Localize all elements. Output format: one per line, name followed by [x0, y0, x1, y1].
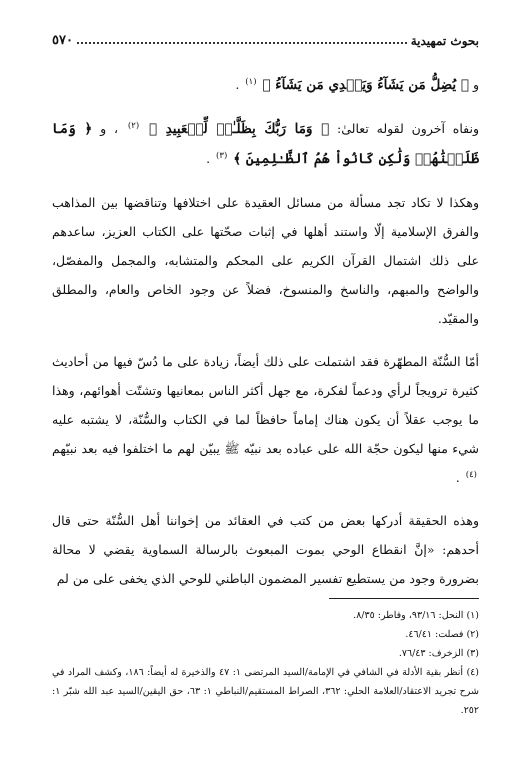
footnote-ref-4[interactable]: (٤) — [465, 469, 477, 480]
paragraph-2-connector: ، و — [92, 121, 119, 136]
paragraph-4-text: أمّا السُّنّة المطهّرة فقد اشتملت على ذلك أيضاً، زيادة على ما دُسّ فيها من أحاديث كثيرة ترويجاً لرأي ودعماً لفكرة، مع جهل أكثر الناس بمعانيها وتشتّت أهوائهم، وهذا ما يوجب عقلاً أن يكون هناك إماماً حافظاً لما في الكتاب والسُّنّة، لا يشتبه عليه شيء منها ليكون حجّة الله على عباده بعد نبيّه ﷺ يبيّن لهم ما اختلفوا فيه بعد نبيّهم — [52, 354, 479, 456]
quran-verse-3: ﴿ وَمَا ظَلَمۡنَٰهُمۡ وَلَٰكِن كَانُواْ هُمُ ٱلظَّـٰلِمِينَ ﴾ — [52, 121, 479, 167]
page-number: ٥٧٠ — [52, 33, 73, 48]
header-leader-dots — [77, 42, 407, 44]
paragraph-3: وهكذا لا تكاد تجد مسألة من مسائل العقيدة على اختلافها وتناقضها بين المذاهب والفرق الإسلامية إلّا واستند أهلها في إثبات صحّتها على الكتاب العزيز، ساعدهم على ذلك اشتمال القرآن الكريم على المحكم والمتشابه، والمجمل والمفصّل، والواضح والمبهم، والناسخ والمنسوخ، فضلاً عن وجود الخاص والعام، والمطلق والمقيّد. — [52, 195, 479, 326]
paragraph-2-end: . — [206, 151, 211, 166]
paragraph-2 — [52, 114, 479, 174]
footnote-4: (٤) أنظر بقية الأدلة في الشافي في الإمامة/السيد المرتضى ١: ٤٧ والذخيرة له أيضاً: ١٨٦، وكشف المراد في شرح تجريد الاعتقاد/العلامة الحلي: ٣٦٢، الصراط المستقيم/النباطي ١: ٦٣، حق اليقين/السيد عبد الله شبّر ١: ٢٥٢. — [52, 667, 479, 716]
paragraph-1 — [52, 70, 479, 100]
quran-verse-1: ﴿ يُضِلُّ مَن يَشَآءُ وَيَهۡدِي مَن يَشَآءُ ﴾ — [262, 77, 469, 93]
header-title: بحوث تمهيدية — [410, 34, 479, 48]
footnote-3: (٣) الزخرف: ٧٦/٤٣. — [398, 648, 479, 659]
paragraph-4-end: . — [455, 470, 460, 485]
footnote-ref-1[interactable]: (١) — [245, 76, 257, 87]
paragraph-4 — [52, 347, 479, 492]
footnote-ref-3[interactable]: (٣) — [216, 150, 228, 161]
footnote-2: (٢) فصلت: ٤٦/٤١. — [405, 629, 479, 640]
footnotes — [52, 606, 479, 720]
footnote-divider — [329, 598, 479, 599]
paragraph-2-text: ونفاه آخرون لقوله تعالىٰ: — [329, 121, 479, 136]
footnote-ref-2[interactable]: (٢) — [127, 120, 140, 131]
running-header — [52, 26, 479, 48]
main-text — [52, 70, 479, 593]
paragraph-1-prefix: و — [472, 77, 479, 92]
footnote-1: (١) النحل: ٩٣/١٦، وفاطر: ٨/٣٥. — [353, 610, 479, 621]
quran-verse-2: ﴿ وَمَا رَبُّكَ بِظَلَّـٰمٖ لِّلۡعَبِيدِ ﴾ — [149, 121, 330, 137]
paragraph-1-end: . — [235, 77, 240, 92]
paragraph-5: وهذه الحقيقة أدركها بعض من كتب في العقائد من إخواننا أهل السُّنّة حتى قال أحدهم: «إنَّ انقطاع الوحي بموت المبعوث بالرسالة السماوية يقضي لا محالة بضرورة وجود من يستطيع تفسير المضمون الباطني للوحي الذي يخفى على من لم — [52, 513, 479, 586]
